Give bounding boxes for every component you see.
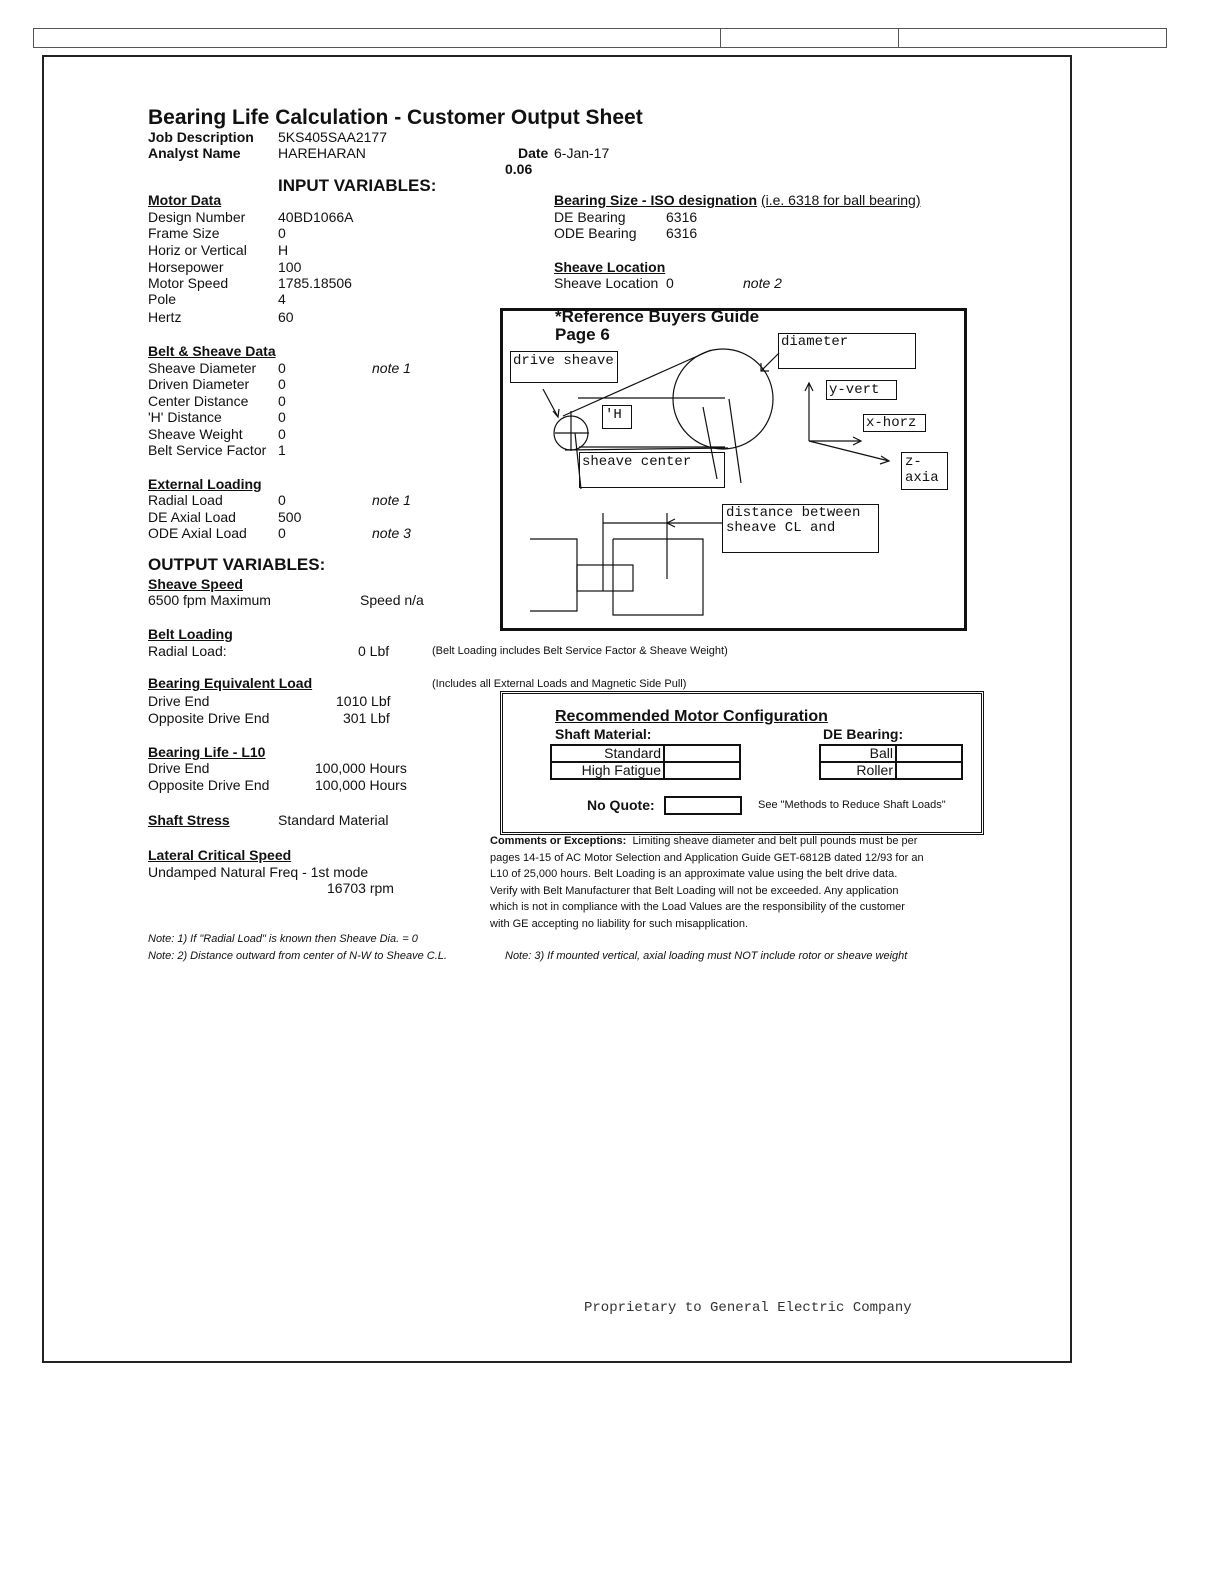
note-1: Note: 1) If "Radial Load" is known then Sheave Dia. = 0 (148, 933, 418, 945)
motor-row-label: Motor Speed (148, 275, 229, 291)
page-title: Bearing Life Calculation - Customer Output Sheet (148, 106, 643, 129)
header-extra-value: 0.06 (505, 161, 533, 177)
motor-row-value: 40BD1066A (278, 209, 354, 225)
z-axis-line-2: axia (905, 470, 939, 486)
comments-line: pages 14-15 of AC Motor Selection and Application Guide GET-6812B dated 12/93 for an (490, 851, 924, 864)
high-fatigue-option-label: High Fatigue (550, 761, 665, 780)
equivalent-de-value: 1010 Lbf (336, 693, 391, 709)
equivalent-de-label: Drive End (148, 693, 210, 709)
equivalent-load-heading: Bearing Equivalent Load (148, 675, 313, 691)
roller-checkbox[interactable] (895, 761, 963, 780)
note-3: Note: 3) If mounted vertical, axial loading must NOT include rotor or sheave weight (505, 950, 908, 962)
shaft-stress-value: Standard Material (278, 812, 389, 828)
distance-line-1: distance between (726, 505, 861, 521)
external-row-note: note 1 (372, 492, 411, 508)
bearing-size-title: Bearing Size - ISO designation (554, 192, 758, 208)
comments-line: with GE accepting no liability for such misapplication. (490, 917, 749, 930)
date-label: Date (518, 145, 549, 161)
no-quote-label: No Quote: (587, 797, 655, 813)
belt-row-value: 0 (278, 409, 286, 425)
note-2: Note: 2) Distance outward from center of N-W to Sheave C.L. (148, 950, 447, 962)
h-distance-label: 'H (602, 405, 632, 429)
belt-loading-heading: Belt Loading (148, 626, 233, 642)
belt-row-value: 0 (278, 426, 286, 442)
sheave-location-note: note 2 (743, 275, 782, 291)
belt-row-label: 'H' Distance (148, 409, 222, 425)
belt-row-value: 0 (278, 376, 286, 392)
external-row-note: note 3 (372, 525, 411, 541)
drive-sheave-label: drive sheave (510, 351, 618, 383)
belt-loading-note: (Belt Loading includes Belt Service Factor & Sheave Weight) (432, 645, 728, 657)
roller-option-label: Roller (819, 761, 897, 780)
motor-row-value: 100 (278, 259, 302, 275)
motor-row-label: Pole (148, 291, 177, 307)
equivalent-load-note: (Includes all External Loads and Magnetic Side Pull) (432, 678, 687, 690)
date-value: 6-Jan-17 (554, 145, 610, 161)
standard-option-label: Standard (550, 744, 665, 763)
motor-row-value: 4 (278, 291, 286, 307)
distance-label (722, 504, 879, 553)
analyst-name-value: HAREHARAN (278, 145, 366, 161)
external-row-label: DE Axial Load (148, 509, 236, 525)
shaft-stress-heading: Shaft Stress (148, 812, 230, 828)
motor-row-value: H (278, 242, 289, 258)
motor-row-label: Horsepower (148, 259, 224, 275)
motor-row-label: Design Number (148, 209, 246, 225)
proprietary-footer: Proprietary to General Electric Company (584, 1300, 912, 1316)
motor-row-value: 0 (278, 225, 286, 241)
comments-block (490, 833, 924, 933)
de-bearing-heading: DE Bearing: (823, 726, 904, 742)
motor-row-value: 60 (278, 309, 294, 325)
sheave-speed-heading: Sheave Speed (148, 576, 243, 592)
driven-sheave-circle (673, 349, 773, 449)
external-row-label: ODE Axial Load (148, 525, 247, 541)
z-axis-line-1: z- (905, 454, 922, 470)
reference-diagram (500, 308, 967, 631)
input-variables-heading: INPUT VARIABLES: (278, 176, 437, 195)
job-description-label: Job Description (148, 129, 254, 145)
external-loading-heading: External Loading (148, 476, 262, 492)
belt-row-note: note 1 (372, 360, 411, 376)
lateral-speed-value: 16703 rpm (327, 880, 394, 896)
y-vert-label: y-vert (826, 380, 897, 400)
bearing-life-heading: Bearing Life - L10 (148, 744, 266, 760)
z-axis-label (901, 452, 948, 490)
comments-line: L10 of 25,000 hours. Belt Loading is an approximate value using the belt drive data. (490, 868, 898, 881)
comments-line: which is not in compliance with the Load Values are the responsibility of the customer (490, 901, 905, 914)
equivalent-ode-value: 301 Lbf (343, 710, 390, 726)
bearing-life-ode-label: Opposite Drive End (148, 777, 270, 793)
belt-row-label: Sheave Diameter (148, 360, 257, 376)
comments-line: Verify with Belt Manufacturer that Belt Loading will not be exceeded. Any application (490, 884, 899, 897)
bearing-size-hint: (i.e. 6318 for ball bearing) (760, 192, 921, 208)
motor-row-label: Hertz (148, 309, 182, 325)
equivalent-ode-label: Opposite Drive End (148, 710, 270, 726)
sheave-location-label: Sheave Location (554, 275, 659, 291)
external-row-value: 0 (278, 492, 286, 508)
sheave-speed-max: 6500 fpm Maximum (148, 592, 271, 608)
ode-bearing-value: 6316 (666, 225, 698, 241)
belt-row-label: Sheave Weight (148, 426, 243, 442)
bearing-life-de-label: Drive End (148, 760, 210, 776)
sheave-location-heading: Sheave Location (554, 259, 666, 275)
driven-sheave-label (778, 333, 916, 369)
lateral-speed-heading: Lateral Critical Speed (148, 847, 292, 863)
analyst-name-label: Analyst Name (148, 145, 241, 161)
motor-data-heading: Motor Data (148, 192, 222, 208)
top-header-strip (33, 28, 1167, 48)
motor-row-value: 1785.18506 (278, 275, 352, 291)
high-fatigue-checkbox[interactable] (663, 761, 741, 780)
belt-row-label: Driven Diameter (148, 376, 250, 392)
motor-row-label: Horiz or Vertical (148, 242, 247, 258)
output-variables-heading: OUTPUT VARIABLES: (148, 555, 326, 574)
comments-label: Comments or Exceptions: (490, 835, 627, 847)
see-methods-note: See "Methods to Reduce Shaft Loads" (758, 799, 946, 811)
external-row-value: 500 (278, 509, 302, 525)
x-horz-label: x-horz (863, 414, 926, 432)
external-row-label: Radial Load (148, 492, 223, 508)
driven-sheave-diameter-line: diameter (781, 334, 849, 350)
config-title: Recommended Motor Configuration (555, 708, 828, 725)
ode-bearing-label: ODE Bearing (554, 225, 637, 241)
de-bearing-label: DE Bearing (554, 209, 626, 225)
diagram-title: *Reference Buyers Guide (555, 307, 760, 326)
de-bearing-value: 6316 (666, 209, 698, 225)
belt-sheave-heading: Belt & Sheave Data (148, 343, 276, 359)
distance-line-2: sheave CL and (726, 520, 836, 536)
bearing-size-heading (554, 192, 920, 208)
belt-row-value: 1 (278, 442, 286, 458)
belt-row-label: Center Distance (148, 393, 249, 409)
belt-loading-label: Radial Load: (148, 643, 227, 659)
ball-option-label: Ball (819, 744, 897, 763)
sheave-location-value: 0 (666, 275, 674, 291)
lateral-speed-label: Undamped Natural Freq - 1st mode (148, 864, 369, 880)
belt-loading-value: 0 Lbf (358, 643, 390, 659)
belt-row-value: 0 (278, 393, 286, 409)
belt-row-value: 0 (278, 360, 286, 376)
job-description-value: 5KS405SAA2177 (278, 129, 387, 145)
belt-row-label: Belt Service Factor (148, 442, 267, 458)
recommended-config-box (500, 691, 984, 835)
sheave-speed-value: Speed n/a (360, 592, 424, 608)
sheave-center-label: sheave center (579, 452, 725, 488)
bearing-life-de-value: 100,000 Hours (315, 760, 407, 776)
diagram-page: Page 6 (555, 325, 610, 344)
comments-line: Limiting sheave diameter and belt pull pounds must be per (632, 835, 918, 847)
bearing-life-ode-value: 100,000 Hours (315, 777, 407, 793)
shaft-material-heading: Shaft Material: (555, 726, 652, 742)
no-quote-checkbox[interactable] (664, 796, 742, 815)
external-row-value: 0 (278, 525, 286, 541)
motor-row-label: Frame Size (148, 225, 220, 241)
